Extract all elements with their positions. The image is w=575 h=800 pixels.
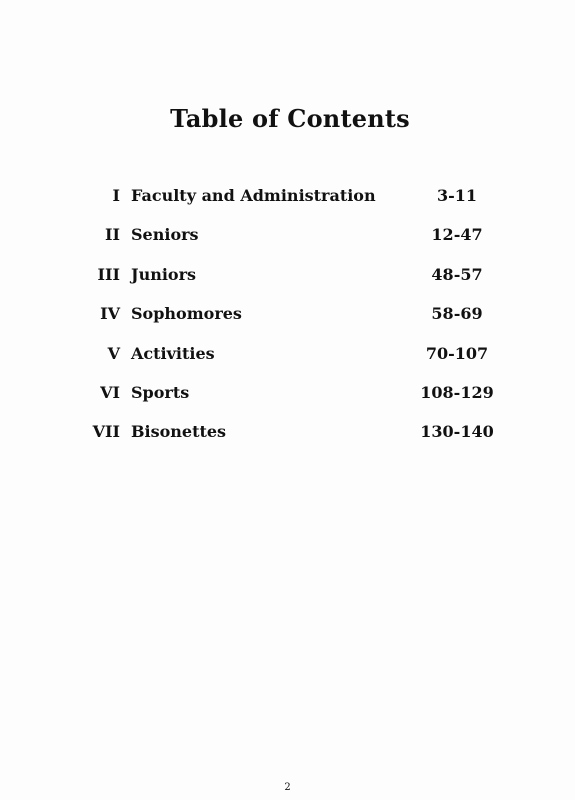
section-numeral: III bbox=[97, 264, 120, 284]
toc-entry bbox=[0, 304, 575, 343]
page-range-text: 58-69 bbox=[431, 304, 483, 324]
toc-entry bbox=[0, 265, 575, 304]
section-numeral: IV bbox=[100, 304, 120, 324]
toc-entry bbox=[0, 186, 575, 225]
section-numeral: VI bbox=[100, 382, 120, 402]
section-numeral: I bbox=[112, 186, 120, 205]
page-range-text: 48-57 bbox=[431, 264, 483, 284]
page-title: Table of Contents bbox=[170, 104, 410, 133]
page-range-text: 108-129 bbox=[420, 382, 494, 402]
section-name: Sophomores bbox=[131, 304, 242, 324]
toc-entry bbox=[0, 344, 575, 383]
toc-entry bbox=[0, 225, 575, 264]
section-numeral: II bbox=[105, 225, 120, 245]
page-range-text: 70-107 bbox=[425, 343, 489, 363]
page-range-text: 12-47 bbox=[431, 225, 483, 245]
section-name: Sports bbox=[131, 382, 190, 402]
section-name: Bisonettes bbox=[131, 422, 227, 442]
page-range-text: 130-140 bbox=[420, 422, 494, 442]
page-range-text: 3-11 bbox=[436, 186, 478, 205]
section-name: Seniors bbox=[131, 225, 199, 245]
section-numeral: VII bbox=[92, 422, 120, 442]
table-of-contents bbox=[0, 186, 575, 462]
toc-entry bbox=[0, 422, 575, 461]
section-name: Activities bbox=[131, 343, 215, 363]
toc-entry bbox=[0, 383, 575, 422]
section-name: Faculty and Administration bbox=[131, 186, 376, 205]
section-name: Juniors bbox=[131, 264, 197, 284]
section-numeral: V bbox=[107, 343, 120, 363]
page-number: 2 bbox=[284, 782, 291, 793]
